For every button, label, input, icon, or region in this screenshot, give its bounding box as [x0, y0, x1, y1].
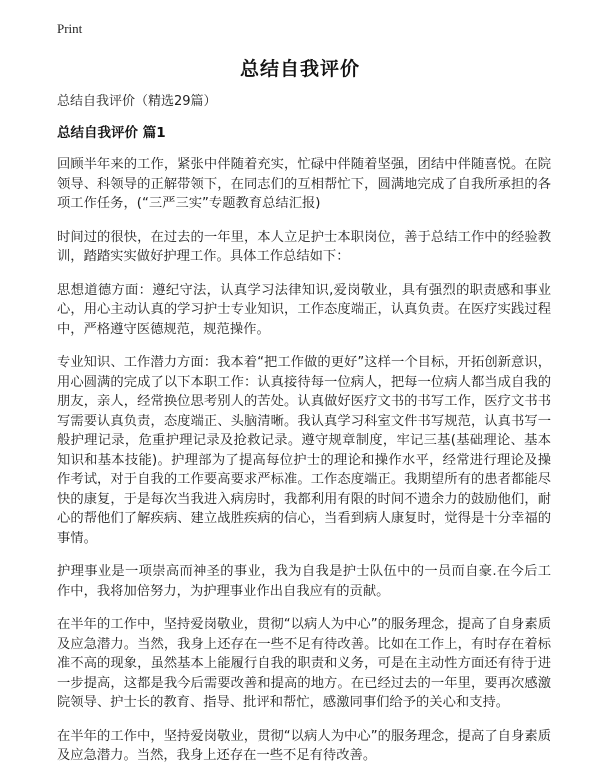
paragraph-7: 在半年的工作中，坚持爱岗敬业，贯彻“以病人为中心”的服务理念，提高了自身素质及应急潜力。当然，我身上还存在一些不足有待改善。 — [57, 728, 551, 763]
paragraph-6: 在半年的工作中，坚持爱岗敬业，贯彻“以病人为中心”的服务理念，提高了自身素质及应急潜力。当然，我身上还存在一些不足有待改善。比如在工作上，有时存在着标准不高的现象，虽然基本上能履行自我的职责和义务，可是在主动性方面还有待于进一步提高，这都是我今后需要改善和提高的地方。在已经过去的一年里，要再次感激院领导、护士长的教育、指导、批评和帮忙，感激同事们给予的关心和支持。 — [57, 617, 551, 710]
page-title: 总结自我评价 — [239, 58, 360, 80]
section-heading: 总结自我评价 篇1 — [57, 125, 166, 141]
document-body — [57, 93, 551, 780]
paragraph-2: 时间过的很快，在过去的一年里，本人立足护士本职岗位，善于总结工作中的经验教训，踏踏实实做好护理工作。具体工作总结如下： — [57, 229, 551, 264]
paragraph-5: 护理事业是一项崇高而神圣的事业，我为自我是护士队伍中的一员而自豪.在今后工作中，我将加倍努力，为护理事业作出自我应有的贡献。 — [57, 564, 551, 599]
paragraph-1: 回顾半年来的工作，紧张中伴随着充实，忙碌中伴随着坚强，团结中伴随喜悦。在院领导、科领导的正解带领下，在同志们的互相帮忙下，圆满地完成了自我所承担的各项工作任务，(“三严三实”专题教育总结汇报) — [57, 157, 551, 211]
document-subtitle: 总结自我评价（精选29篇） — [57, 94, 217, 109]
print-link[interactable]: Print — [57, 21, 83, 36]
paragraph-3: 思想道德方面：遵纪守法，认真学习法律知识,爱岗敬业，具有强烈的职责感和事业心，用心主动认真的学习护士专业知识，工作态度端正，认真负责。在医疗实践过程中，严格遵守医德规范，规范操作。 — [57, 282, 551, 337]
paragraph-4: 专业知识、工作潜力方面：我本着“把工作做的更好”这样一个目标，开拓创新意识，用心圆满的完成了以下本职工作：认真接待每一位病人，把每一位病人都当成自我的朋友，亲人，经常换位思考别人的苦处。认真做好医疗文书的书写工作，医疗文书书写需要认真负责，态度端正、头脑清晰。我认真学习科室文件书写规范，认真书写一般护理记录，危重护理记录及抢救记录。遵守规章制度，牢记三基(基础理论、基本知识和基本技能)。护理部为了提高每位护士的理论和操作水平，经常进行理论及操作考试，对于自我的工作要高要求严标准。工作态度端正。我期望所有的患者都能尽快的康复，于是每次当我进入病房时，我都利用有限的时间不遗余力的鼓励他们，耐心的帮他们了解疾病、建立战胜疾病的信心，当看到病人康复时，觉得是十分幸福的事情。 — [57, 355, 551, 546]
